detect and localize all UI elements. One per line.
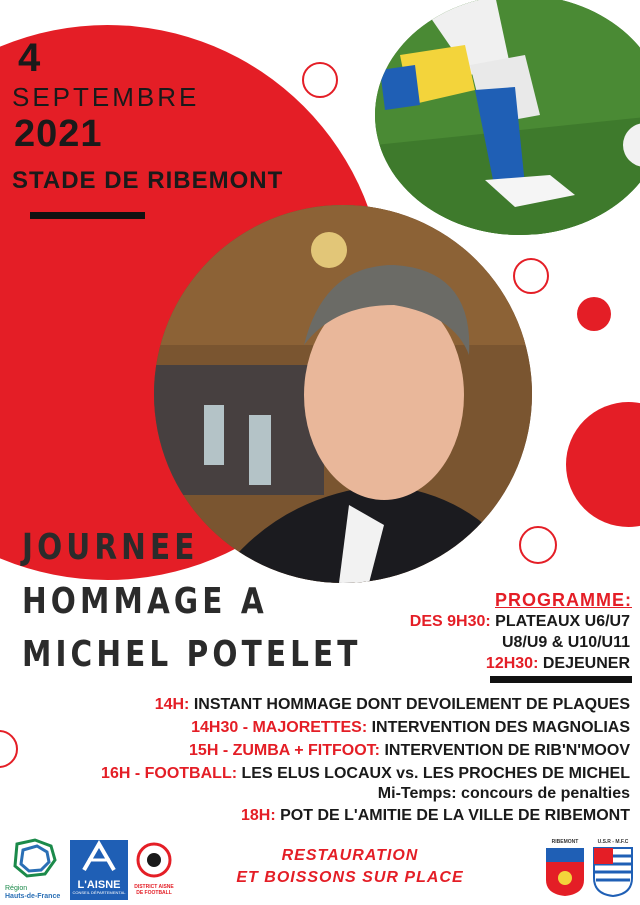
title-line-1: JOURNEE	[22, 527, 199, 568]
schedule-text: INSTANT HOMMAGE DONT DEVOILEMENT DE PLAQUES	[193, 696, 630, 713]
district-emblem-icon	[133, 840, 175, 880]
schedule-time: 18H:	[240, 807, 276, 824]
title-line-3: MICHEL POTELET	[22, 634, 362, 675]
schedule-row	[378, 786, 630, 802]
programme-underline	[490, 676, 632, 683]
schedule-time: 14H30 - MAJORETTES:	[191, 719, 368, 736]
district-logo	[133, 840, 175, 902]
decorative-ring	[519, 526, 557, 564]
district-logo-label: DISTRICT AISNE DE FOOTBALL	[134, 884, 174, 896]
region-map-icon	[5, 838, 65, 880]
programme-item	[502, 635, 630, 651]
usr-crest-label: U.S.R - M.F.C	[597, 839, 629, 845]
programme-text: U8/U9 & U10/U11	[501, 634, 630, 651]
programme-text: DEJEUNER	[542, 655, 630, 672]
event-day: 4	[18, 36, 41, 80]
title-line-2: HOMMAGE A	[22, 581, 268, 622]
ribemont-crest	[544, 840, 586, 900]
schedule-text: INTERVENTION DES MAGNOLIAS	[371, 719, 630, 736]
aisne-emblem-icon	[70, 840, 128, 874]
schedule-row	[101, 766, 630, 782]
programme-time: 12H30:	[485, 655, 539, 672]
region-logo-label-2: Hauts-de-France	[5, 892, 61, 900]
schedule-text: INTERVENTION DE RIB'N'MOOV	[384, 742, 630, 759]
decorative-dot	[577, 297, 611, 331]
programme-item	[410, 614, 630, 630]
ribemont-shield-icon	[544, 846, 586, 898]
region-logo-label: Région	[5, 885, 28, 892]
schedule-text: Mi-Temps: concours de penalties	[377, 785, 630, 802]
aisne-logo-label: L'AISNE	[77, 879, 121, 891]
football-photo	[375, 0, 640, 235]
region-logo	[5, 838, 65, 902]
usr-shield-icon	[592, 846, 634, 898]
schedule-text: POT DE L'AMITIE DE LA VILLE DE RIBEMONT	[280, 807, 630, 824]
schedule-time: 15H - ZUMBA + FITFOOT:	[189, 742, 380, 759]
programme-heading: PROGRAMME:	[495, 590, 632, 610]
programme-text: PLATEAUX U6/U7	[495, 613, 630, 630]
decorative-dot-large	[566, 402, 640, 527]
schedule-row	[191, 720, 630, 736]
schedule-row	[189, 743, 630, 759]
usr-mfc-crest	[592, 840, 634, 900]
schedule-row	[155, 697, 630, 713]
ribemont-crest-label: RIBEMONT	[551, 839, 579, 845]
schedule-row	[241, 808, 630, 824]
restauration-line-2: ET BOISSONS SUR PLACE	[236, 869, 464, 886]
event-month: SEPTEMBRE	[12, 82, 200, 112]
aisne-logo-sub: CONSEIL DÉPARTEMENTAL	[72, 890, 126, 896]
aisne-logo	[70, 840, 128, 900]
programme-time: DES 9H30:	[409, 613, 491, 630]
schedule-text: LES ELUS LOCAUX vs. LES PROCHES DE MICHEL	[241, 765, 630, 782]
decorative-ring	[302, 62, 338, 98]
event-year: 2021	[14, 113, 103, 155]
event-venue: STADE DE RIBEMONT	[12, 167, 284, 194]
programme-item	[486, 656, 630, 672]
decorative-ring	[513, 258, 549, 294]
restauration-line-1: RESTAURATION	[281, 847, 419, 864]
portrait-photo	[154, 205, 532, 583]
schedule-time: 14H:	[154, 696, 190, 713]
decorative-ring	[0, 730, 18, 768]
venue-underline	[30, 212, 145, 219]
schedule-time: 16H - FOOTBALL:	[101, 765, 238, 782]
